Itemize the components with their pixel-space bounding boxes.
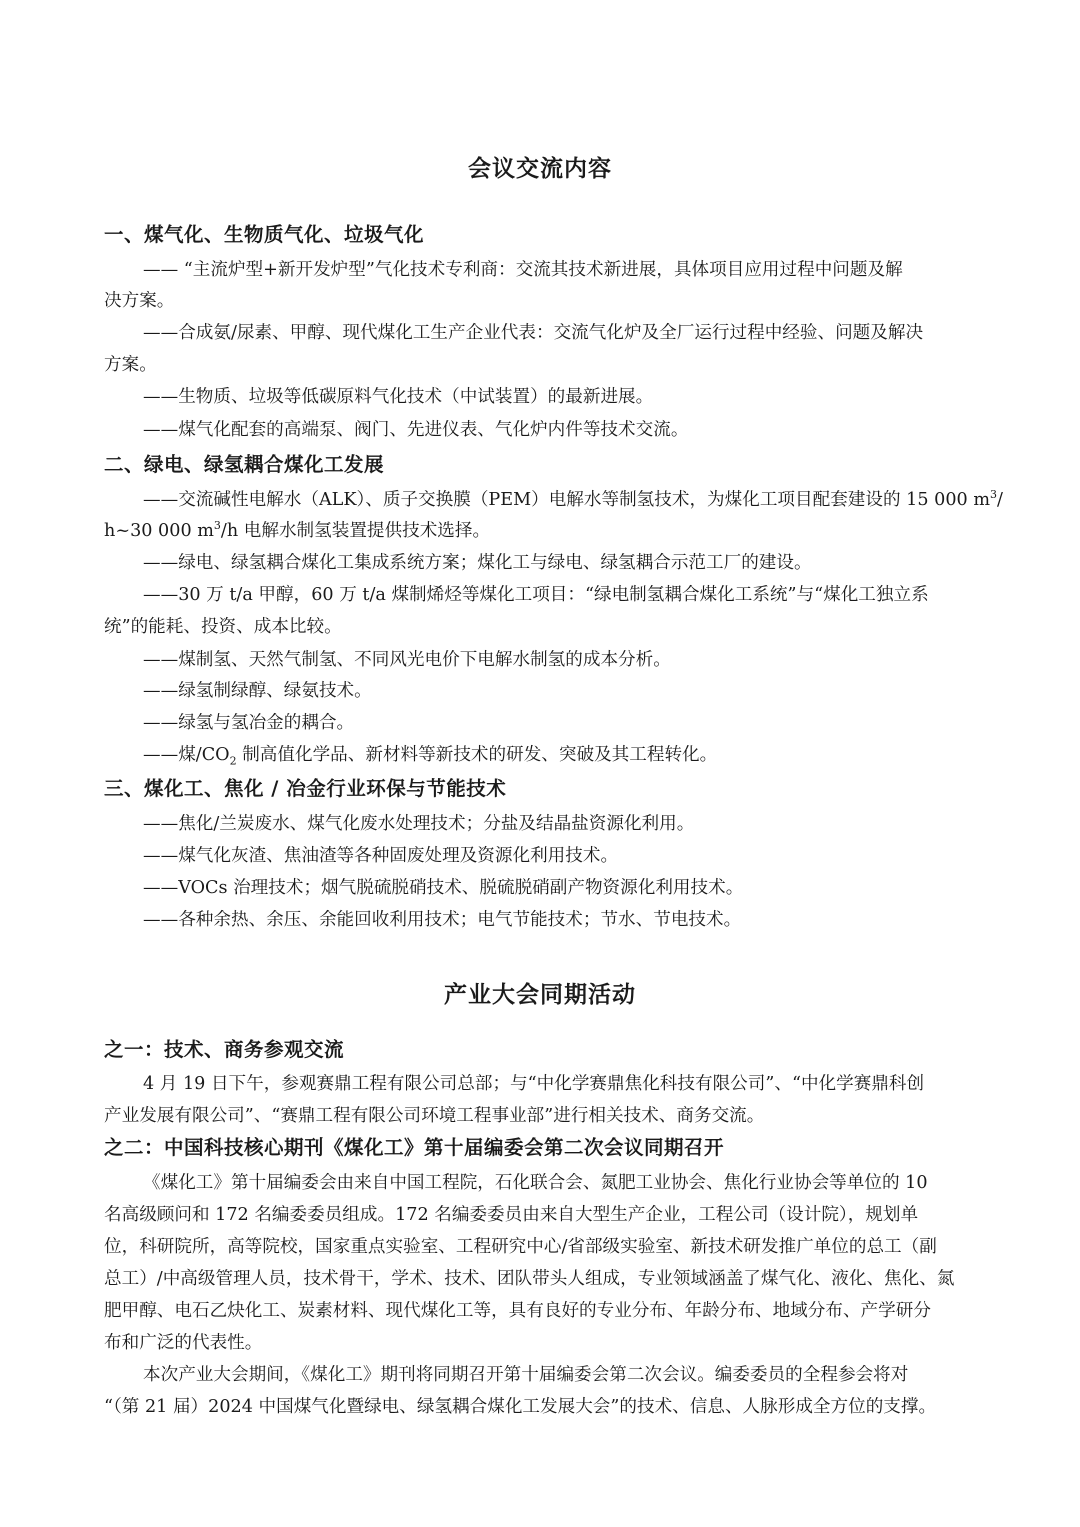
text-line: ——30 万 t/a 甲醇，60 万 t/a 煤制烯烃等煤化工项目：“绿电制氢耦合煤化工系统”与“煤化工独立系 <box>143 585 929 605</box>
text-line: 产业发展有限公司”、“赛鼎工程有限公司环境工程事业部”进行相关技术、商务交流。 <box>104 1106 765 1126</box>
heading-activity-one: 之一：技术、商务参观交流 <box>104 1038 345 1061</box>
text-line: ——绿电、绿氢耦合煤化工集成系统方案；煤化工与绿电、绿氢耦合示范工厂的建设。 <box>143 553 812 573</box>
text-line: ——生物质、垃圾等低碳原料气化技术（中试装置）的最新进展。 <box>143 387 654 407</box>
text-line: ——交流碱性电解水（ALK）、质子交换膜（PEM）电解水等制氢技术，为煤化工项目配套建设的 15 000 $m^3/$ <box>143 488 1003 510</box>
heading-environmental-tech: 三、煤化工、焦化 / 冶金行业环保与节能技术 <box>104 777 507 800</box>
text-line: ——煤制氢、天然气制氢、不同风光电价下电解水制氢的成本分析。 <box>143 650 671 670</box>
text-line: ——各种余热、余压、余能回收利用技术；电气节能技术；节水、节电技术。 <box>143 910 742 930</box>
text-line: ——绿氢与氢冶金的耦合。 <box>143 713 355 733</box>
text-line: ——煤气化配套的高端泵、阀门、先进仪表、气化炉内件等技术交流。 <box>143 420 689 440</box>
text-line: ——VOCs 治理技术；烟气脱硫脱硝技术、脱硫脱硝副产物资源化利用技术。 <box>143 878 744 898</box>
text-line: 名高级顾问和 172 名编委委员组成。172 名编委委员由来自大型生产企业，工程公司（设计院），规划单 <box>104 1205 919 1225</box>
text-line: —— “主流炉型+新开发炉型”气化技术专利商：交流其技术新进展，具体项目应用过程中问题及解 <box>143 260 903 280</box>
text-line: “（第 21 届）2024 中国煤气化暨绿电、绿氢耦合煤化工发展大会”的技术、信息、人脉形成全方位的支撑。 <box>104 1397 937 1417</box>
text-line: ——合成氨/尿素、甲醇、现代煤化工生产企业代表：交流气化炉及全厂运行过程中经验、问题及解决 <box>143 323 924 343</box>
text-line: ——煤$/CO_2$ 制高值化学品、新材料等新技术的研发、突破及其工程转化。 <box>143 745 718 768</box>
text-line: 本次产业大会期间，《煤化工》期刊将同期召开第十届编委会第二次会议。编委委员的全程参会将对 <box>143 1365 909 1385</box>
text-line: 肥甲醇、电石乙炔化工、炭素材料、现代煤化工等，具有良好的专业分布、年龄分布、地域分布、产学研分 <box>104 1301 931 1321</box>
text-line: ——绿氢制绿醇、绿氨技术。 <box>143 681 372 701</box>
text-line: 统”的能耗、投资、成本比较。 <box>104 617 342 637</box>
text-line: 4 月 19 日下午，参观赛鼎工程有限公司总部；与“中化学赛鼎焦化科技有限公司”、“中化学赛鼎科创 <box>143 1074 925 1094</box>
text-line: 方案。 <box>104 355 157 375</box>
heading-activity-two: 之二：中国科技核心期刊《煤化工》第十届编委会第二次会议同期召开 <box>104 1136 725 1159</box>
text-line: ——煤气化灰渣、焦油渣等各种固废处理及资源化利用技术。 <box>143 846 619 866</box>
text-line: ——焦化/兰炭废水、煤气化废水处理技术；分盐及结晶盐资源化利用。 <box>143 814 695 834</box>
text-line: h~30 000 $m^3/h$ 电解水制氢装置提供技术选择。 <box>104 519 491 541</box>
text-line: 总工）/中高级管理人员，技术骨干，学术、技术、团队带头人组成，专业领域涵盖了煤气化、液化、焦化、氮 <box>104 1269 955 1289</box>
text-line: 位，科研院所，高等院校，国家重点实验室、工程研究中心/省部级实验室、新技术研发推广单位的总工（副 <box>104 1237 937 1257</box>
heading-green-hydrogen: 二、绿电、绿氢耦合煤化工发展 <box>104 453 385 476</box>
heading-gasification: 一、煤气化、生物质气化、垃圾气化 <box>104 223 425 246</box>
section-title-concurrent-activities: 产业大会同期活动 <box>444 982 636 1008</box>
text-line: 布和广泛的代表性。 <box>104 1333 263 1353</box>
text-line: 《煤化工》第十届编委会由来自中国工程院，石化联合会、氮肥工业协会、焦化行业协会等单位的 10 <box>143 1173 928 1193</box>
text-line: 决方案。 <box>104 291 175 311</box>
section-title-meeting-content: 会议交流内容 <box>468 156 612 182</box>
